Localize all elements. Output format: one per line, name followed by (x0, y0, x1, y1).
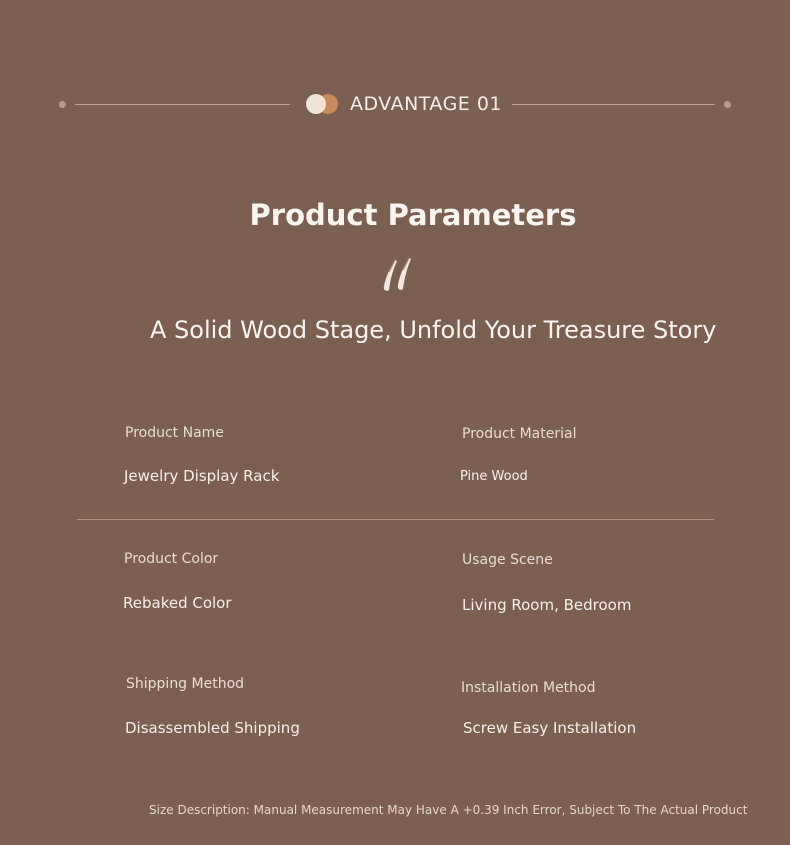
shipping-method-value: Disassembled Shipping (125, 719, 300, 737)
divider-dot-right (724, 101, 731, 108)
usage-scene-value: Living Room, Bedroom (462, 596, 632, 614)
size-footnote: Size Description: Manual Measurement May Have A +0.39 Inch Error, Subject To The Actual Product (149, 803, 748, 817)
page-title: Product Parameters (249, 198, 577, 232)
double-circle-icon (306, 94, 340, 114)
product-material-label: Product Material (462, 426, 577, 442)
installation-method-value: Screw Easy Installation (463, 719, 637, 737)
advantage-badge (306, 93, 502, 115)
advantage-title: ADVANTAGE 01 (350, 93, 503, 115)
advantage-divider (0, 90, 790, 118)
divider-dot-left (59, 101, 66, 108)
usage-scene-label: Usage Scene (462, 552, 553, 568)
divider-line-right (512, 104, 715, 105)
product-material-value: Pine Wood (460, 469, 528, 484)
product-name-label: Product Name (125, 425, 224, 441)
product-color-value: Rebaked Color (123, 594, 232, 612)
shipping-method-label: Shipping Method (126, 676, 245, 692)
quote-mark-icon (381, 256, 417, 294)
installation-method-label: Installation Method (461, 680, 596, 696)
page-subtitle: A Solid Wood Stage, Unfold Your Treasure Story (150, 316, 717, 344)
divider-line-left (75, 104, 290, 105)
product-name-value: Jewelry Display Rack (124, 467, 280, 485)
product-color-label: Product Color (124, 551, 219, 567)
section-divider (77, 519, 714, 520)
